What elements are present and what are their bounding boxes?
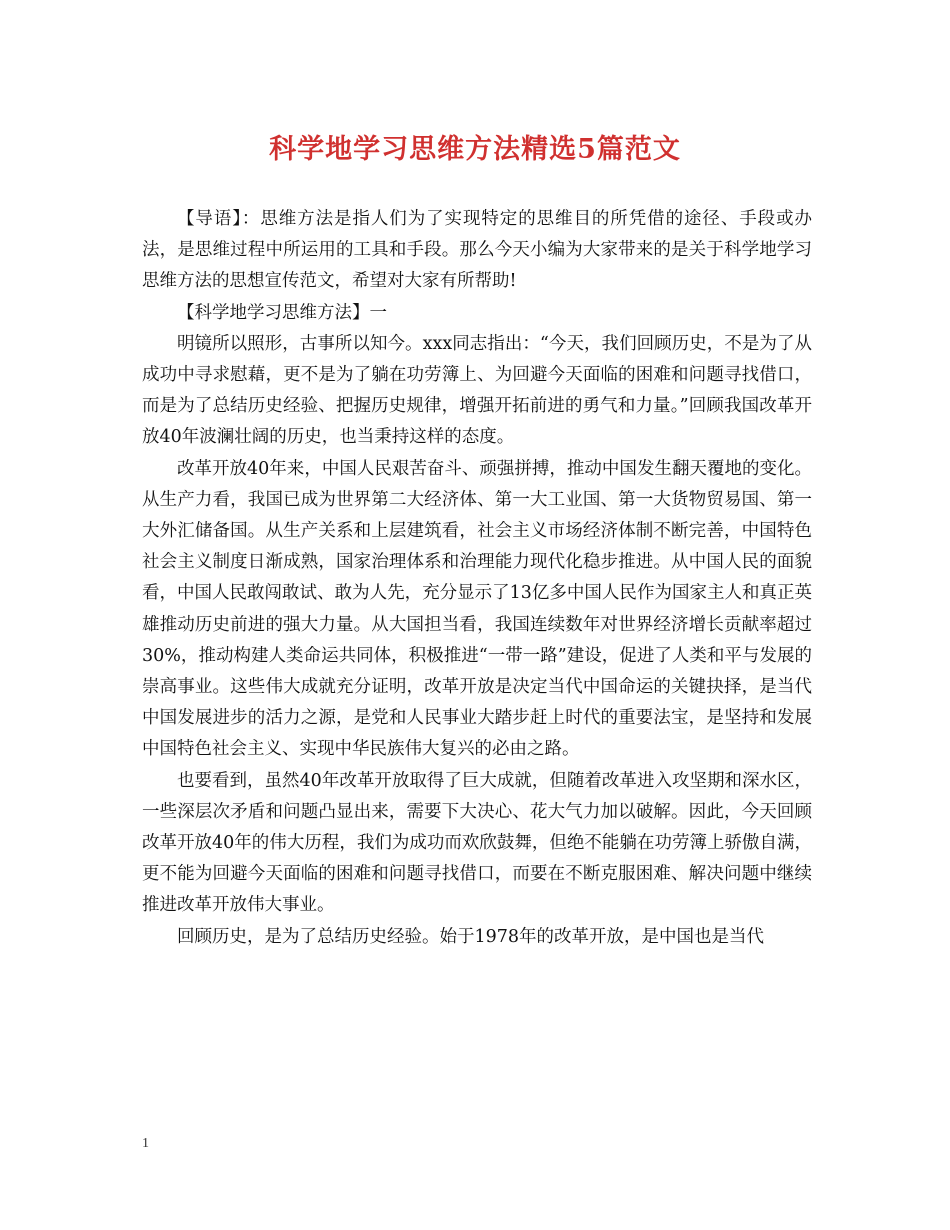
body-paragraph: 也要看到，虽然40年改革开放取得了巨大成就，但随着改革进入攻坚期和深水区，一些深层次矛盾和问题凸显出来，需要下大决心、花大气力加以破解。因此，今天回顾改革开放40年的伟大历程，我们为成功而欢欣鼓舞，但绝不能躺在功劳簿上骄傲自满，更不能为回避今天面临的困难和问题寻找借口，而要在不断克服困难、解决问题中继续推进改革开放伟大事业。: [142, 770, 812, 916]
document-body: [142, 204, 812, 953]
document-title: 科学地学习思维方法精选5篇范文: [269, 134, 681, 165]
page-number: 1: [142, 1136, 149, 1151]
body-paragraph: 改革开放40年来，中国人民艰苦奋斗、顽强拼搏，推动中国发生翻天覆地的变化。从生产力看，我国已成为世界第二大经济体、第一大工业国、第一大货物贸易国、第一大外汇储备国。从生产关系和上层建筑看，社会主义市场经济体制不断完善，中国特色社会主义制度日渐成熟，国家治理体系和治理能力现代化稳步推进。从中国人民的面貌看，中国人民敢闯敢试、敢为人先，充分显示了13亿多中国人民作为国家主人和真正英雄推动历史前进的强大力量。从大国担当看，我国连续数年对世界经济增长贡献率超过30%，推动构建人类命运共同体，积极推进“一带一路”建设，促进了人类和平与发展的崇高事业。这些伟大成就充分证明，改革开放是决定当代中国命运的关键抉择，是当代中国发展进步的活力之源，是党和人民事业大踏步赶上时代的重要法宝，是坚持和发展中国特色社会主义、实现中华民族伟大复兴的必由之路。: [142, 458, 812, 760]
body-paragraph: 明镜所以照形，古事所以知今。xxx同志指出：“今天，我们回顾历史，不是为了从成功中寻求慰藉，更不是为了躺在功劳簿上、为回避今天面临的困难和问题寻找借口，而是为了总结历史经验、把握历史规律，增强开拓前进的勇气和力量。”回顾我国改革开放40年波澜壮阔的历史，也当秉持这样的态度。: [142, 333, 812, 448]
section-heading: 【科学地学习思维方法】一: [177, 302, 387, 323]
body-paragraph: 回顾历史，是为了总结历史经验。始于1978年的改革开放，是中国也是当代: [177, 926, 765, 947]
intro-paragraph: 【导语】：思维方法是指人们为了实现特定的思维目的所凭借的途径、手段或办法，是思维过程中所运用的工具和手段。那么今天小编为大家带来的是关于科学地学习思维方法的思想宣传范文，希望对大家有所帮助!: [142, 209, 812, 292]
